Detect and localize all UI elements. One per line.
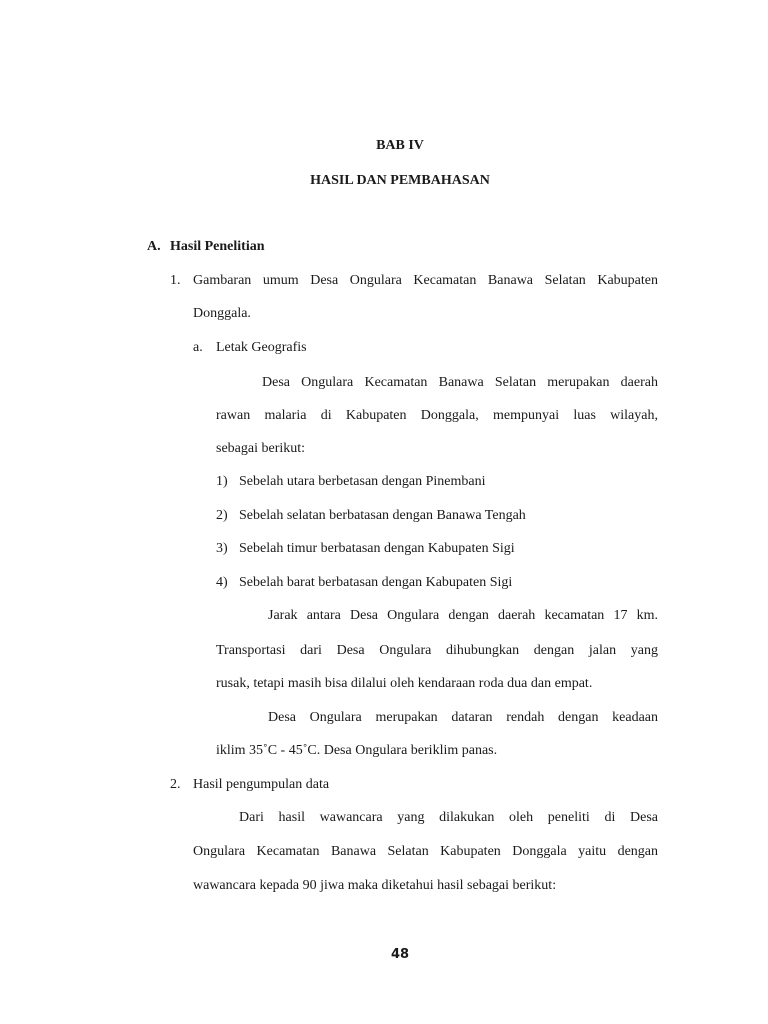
list-item-marker: 3) (216, 541, 228, 556)
list-item: Sebelah barat berbatasan dengan Kabupaten Sigi (239, 575, 513, 590)
item-1-marker: 1. (170, 273, 181, 288)
chapter-number: BAB IV (376, 138, 424, 153)
item-1-line-2: Donggala. (193, 306, 251, 321)
chapter-title: HASIL DAN PEMBAHASAN (310, 173, 490, 188)
para-3-line-2: iklim 35˚C - 45˚C. Desa Ongulara beriklim panas. (216, 743, 498, 758)
para-1-line-3: sebagai berikut: (216, 441, 306, 456)
para-4-line-3: wawancara kepada 90 jiwa maka diketahui hasil sebagai berikut: (193, 878, 557, 893)
para-4-line-2: Ongulara Kecamatan Banawa Selatan Kabupaten Donggala yaitu dengan (193, 844, 658, 859)
section-a-marker: A. (147, 239, 161, 254)
item-2-marker: 2. (170, 777, 181, 792)
item-2-heading: Hasil pengumpulan data (193, 777, 330, 792)
item-1-line-1: Gambaran umum Desa Ongulara Kecamatan Banawa Selatan Kabupaten (193, 273, 658, 288)
para-2-line-2: Transportasi dari Desa Ongulara dihubungkan dengan jalan yang (216, 643, 658, 658)
para-2-line-1: Jarak antara Desa Ongulara dengan daerah kecamatan 17 km. (268, 608, 658, 623)
para-4-line-1: Dari hasil wawancara yang dilakukan oleh peneliti di Desa (239, 810, 658, 825)
page-number: 48 (390, 947, 410, 962)
list-item-marker: 1) (216, 474, 228, 489)
list-item: Sebelah selatan berbatasan dengan Banawa Tengah (239, 508, 526, 523)
sub-a-marker: a. (193, 340, 203, 355)
para-1-line-2: rawan malaria di Kabupaten Donggala, mempunyai luas wilayah, (216, 408, 658, 423)
list-item-marker: 2) (216, 508, 228, 523)
para-3-line-1: Desa Ongulara merupakan dataran rendah dengan keadaan (268, 710, 658, 725)
section-a-heading: Hasil Penelitian (170, 239, 265, 254)
sub-a-heading: Letak Geografis (216, 340, 307, 355)
list-item: Sebelah timur berbatasan dengan Kabupaten Sigi (239, 541, 515, 556)
para-1-line-1: Desa Ongulara Kecamatan Banawa Selatan merupakan daerah (262, 375, 658, 390)
list-item-marker: 4) (216, 575, 228, 590)
list-item: Sebelah utara berbetasan dengan Pinembani (239, 474, 486, 489)
para-2-line-3: rusak, tetapi masih bisa dilalui oleh kendaraan roda dua dan empat. (216, 676, 593, 691)
